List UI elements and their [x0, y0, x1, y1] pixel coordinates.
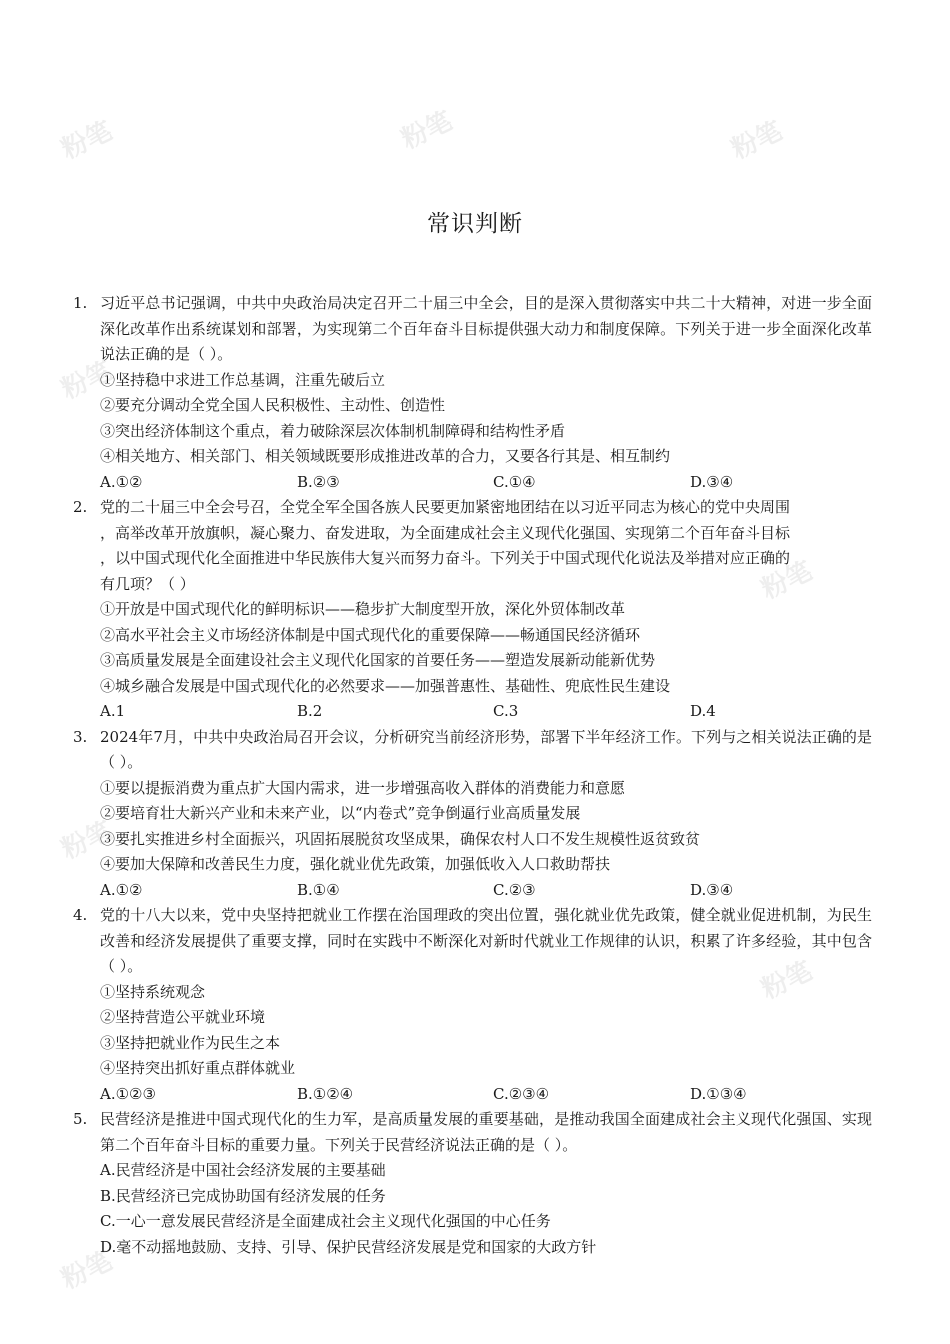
statement: ④相关地方、相关部门、相关领域既要形成推进改革的合力，又要各行其是、相互制约 [100, 447, 671, 465]
statement: ②高水平社会主义市场经济体制是中国式现代化的重要保障——畅通国民经济循环 [100, 625, 641, 644]
question-list [0, 291, 950, 1260]
question-stem-line: 有几项？（ ） [100, 574, 195, 593]
question-stem-line: ，高举改革开放旗帜，凝心聚力、奋发进取，为全面建成社会主义现代化强国、实现第二个百年奋斗目标 [100, 523, 791, 542]
question-number: 1. [73, 294, 88, 312]
option-d: D.①③④ [690, 1084, 747, 1103]
option-a: A.民营经济是中国社会经济发展的主要基础 [100, 1161, 386, 1179]
question-number: 4. [73, 906, 88, 924]
statement: ③坚持把就业作为民生之本 [100, 1033, 281, 1052]
statement: ②要培育壮大新兴产业和未来产业，以“内卷式”竞争倒逼行业高质量发展 [100, 804, 581, 822]
option-c: C.一心一意发展民营经济是全面建成社会主义现代化强国的中心任务 [100, 1212, 551, 1230]
statement: ①要以提振消费为重点扩大国内需求，进一步增强高收入群体的消费能力和意愿 [100, 778, 626, 797]
option-c: C.②③ [493, 880, 536, 899]
statement: ④要加大保障和改善民生力度，强化就业优先政策，加强低收入人口救助帮扶 [100, 855, 611, 873]
question-number: 2. [73, 498, 88, 516]
option-a: A.①② [100, 880, 143, 899]
question-stem: 习近平总书记强调，中共中央政治局决定召开二十届三中全会，目的是深入贯彻落实中共二十大精神，对进一步全面深化改革作出系统谋划和部署，为实现第二个百年奋斗目标提供强大动力和制度保障。下列关于进一步全面深化改革说法正确的是（ ）。 [100, 294, 872, 363]
question-stem: 2024年7月，中共中央政治局召开会议，分析研究当前经济形势，部署下半年经济工作。下列与之相关说法正确的是（ ）。 [100, 727, 872, 771]
option-b: B.②③ [297, 472, 340, 491]
question-number: 5. [73, 1110, 88, 1128]
option-b: B.2 [297, 702, 323, 720]
option-a: A.①② [100, 472, 143, 491]
option-b: B.民营经济已完成协助国有经济发展的任务 [100, 1186, 386, 1205]
options-row [0, 1082, 950, 1108]
watermark: 粉笔 [57, 116, 117, 166]
watermark: 粉笔 [727, 116, 787, 166]
statement: ③高质量发展是全面建设社会主义现代化国家的首要任务——塑造发展新动能新优势 [100, 651, 656, 669]
question-1 [0, 291, 950, 495]
question-5 [0, 1107, 950, 1260]
page-title: 常识判断 [427, 211, 523, 237]
statement: ②要充分调动全党全国人民积极性、主动性、创造性 [100, 396, 446, 414]
statement: ④城乡融合发展是中国式现代化的必然要求——加强普惠性、基础性、兜底性民生建设 [100, 676, 671, 695]
question-number: 3. [73, 727, 88, 746]
watermark: 粉笔 [57, 1246, 117, 1296]
option-c: C.3 [493, 702, 519, 720]
option-d: D.毫不动摇地鼓励、支持、引导、保护民营经济发展是党和国家的大政方针 [100, 1237, 597, 1256]
option-b: B.①②④ [297, 1084, 354, 1103]
question-stem: 党的十八大以来，党中央坚持把就业工作摆在治国理政的突出位置，强化就业优先政策，健全就业促进机制，为民生改善和经济发展提供了重要支撑，同时在实践中不断深化对新时代就业工作规律的认识，积累了许多经验，其中包含（ ）。 [100, 906, 872, 975]
statement: ③突出经济体制这个重点，着力破除深层次体制机制障碍和结构性矛盾 [100, 421, 566, 440]
statement: ④坚持突出抓好重点群体就业 [100, 1059, 296, 1077]
question-stem-line: ，以中国式现代化全面推进中华民族伟大复兴而努力奋斗。下列关于中国式现代化说法及举措对应正确的 [100, 549, 791, 567]
question-stem: 民营经济是推进中国式现代化的生力军，是高质量发展的重要基础，是推动我国全面建成社会主义现代化强国、实现第二个百年奋斗目标的重要力量。下列关于民营经济说法正确的是（ ）。 [100, 1110, 872, 1154]
statement: ①坚持稳中求进工作总基调，注重先破后立 [100, 370, 386, 389]
options-row [0, 470, 950, 496]
watermark: 粉笔 [397, 106, 457, 156]
question-4 [0, 903, 950, 1107]
statement: ③要扎实推进乡村全面振兴，巩固拓展脱贫攻坚成果，确保农村人口不发生规模性返贫致贫 [100, 829, 701, 848]
question-3 [0, 725, 950, 904]
watermark: 粉笔 [757, 556, 817, 606]
watermark: 粉笔 [57, 816, 117, 866]
option-b: B.①④ [297, 880, 340, 899]
option-c: C.①④ [493, 472, 536, 491]
option-d: D.③④ [690, 880, 734, 899]
option-a: A.①②③ [100, 1084, 156, 1103]
option-d: D.4 [690, 702, 716, 720]
question-2 [0, 495, 950, 725]
option-a: A.1 [100, 702, 126, 720]
statement: ②坚持营造公平就业环境 [100, 1008, 266, 1026]
option-d: D.③④ [690, 472, 734, 491]
watermark: 粉笔 [57, 356, 117, 406]
options-row [0, 699, 950, 725]
option-c: C.②③④ [493, 1084, 550, 1103]
watermark: 粉笔 [757, 956, 817, 1006]
statement: ①坚持系统观念 [100, 982, 206, 1001]
options-row [0, 878, 950, 904]
statement: ①开放是中国式现代化的鲜明标识——稳步扩大制度型开放，深化外贸体制改革 [100, 600, 626, 618]
question-stem-line: 党的二十届三中全会号召，全党全军全国各族人民要更加紧密地团结在以习近平同志为核心的党中央周围 [100, 498, 791, 516]
